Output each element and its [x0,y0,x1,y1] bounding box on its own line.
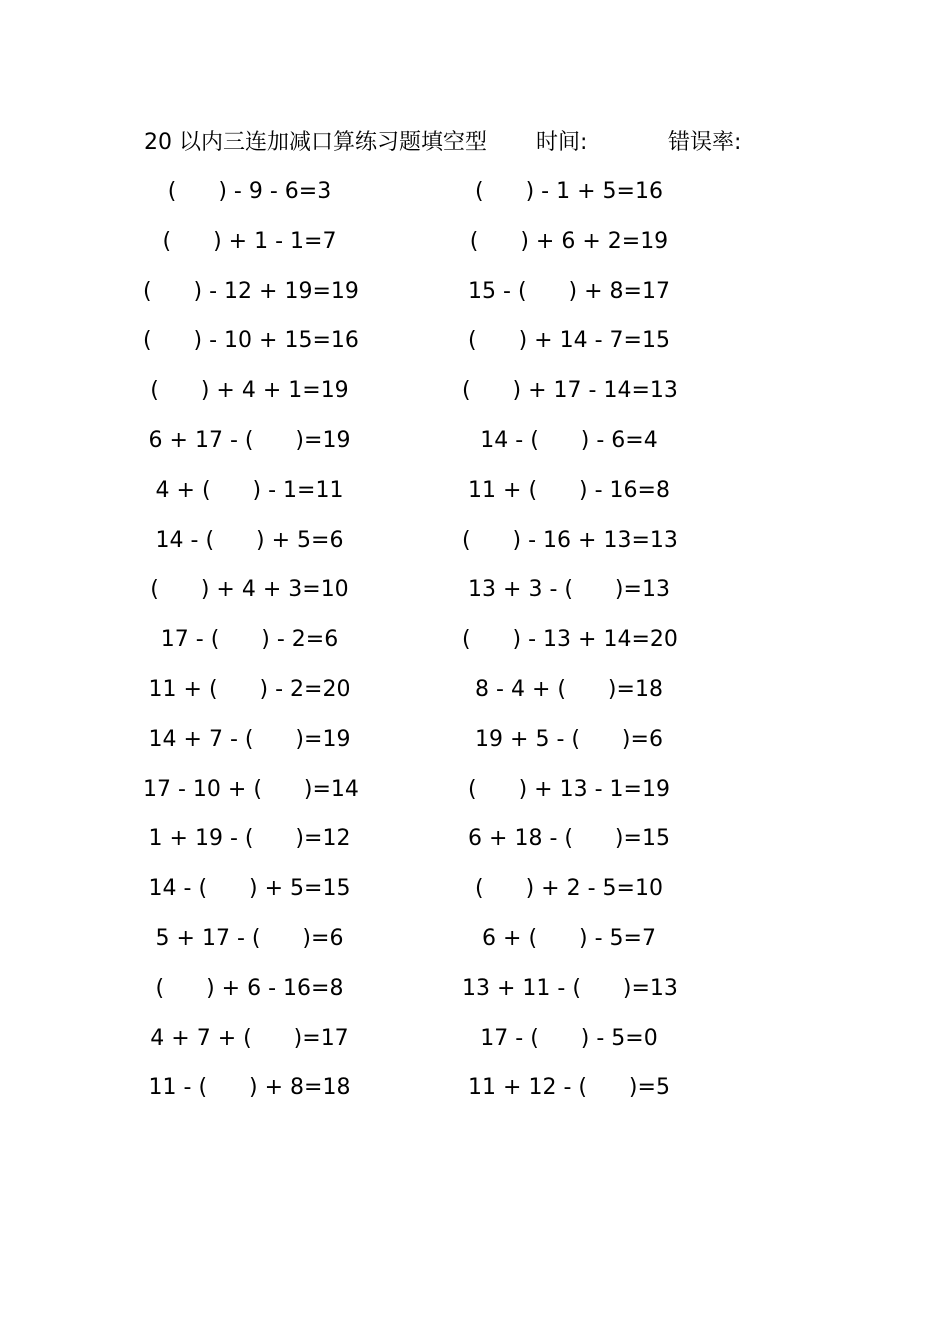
problem-left: ( ) + 6 - 16=8 [155,975,344,1001]
problem-right: ( ) - 13 + 14=20 [462,627,678,653]
problem-left: ( ) + 4 + 3=10 [150,577,349,603]
problem-right: ( ) + 14 - 7=15 [468,328,670,354]
problem-list [0,176,950,1122]
problem-left: ( ) + 4 + 1=19 [150,378,349,404]
problem-right: 13 + 11 - ( )=13 [462,975,678,1001]
problem-row [0,1072,950,1122]
problem-row [0,475,950,525]
problem-right: 17 - ( ) - 5=0 [480,1025,658,1051]
worksheet-header [144,126,784,160]
problem-left: 14 - ( ) + 5=6 [155,527,344,553]
problem-row [0,375,950,425]
problem-row [0,1023,950,1073]
problem-row [0,873,950,923]
problem-right: 6 + ( ) - 5=7 [482,925,656,951]
problem-left: 17 - ( ) - 2=6 [160,627,339,653]
problem-row [0,525,950,575]
problem-left: 17 - 10 + ( )=14 [143,776,359,802]
problem-left: 4 + ( ) - 1=11 [155,477,344,503]
problem-row [0,176,950,226]
problem-row [0,823,950,873]
problem-right: 6 + 18 - ( )=15 [468,826,670,852]
problem-left: 11 + ( ) - 2=20 [148,676,351,702]
worksheet-title: 20 以内三连加减口算练习题填空型 [144,130,487,155]
error-rate-label: 错误率: [668,130,742,155]
problem-row [0,226,950,276]
problem-left: 4 + 7 + ( )=17 [150,1025,349,1051]
problem-row [0,325,950,375]
problem-right: 11 + 12 - ( )=5 [468,1075,670,1101]
problem-right: ( ) + 17 - 14=13 [462,378,678,404]
problem-right: ( ) + 2 - 5=10 [475,876,663,902]
problem-row [0,674,950,724]
problem-right: 15 - ( ) + 8=17 [468,278,670,304]
problem-left: ( ) - 9 - 6=3 [167,179,332,204]
problem-left: 14 + 7 - ( )=19 [148,726,351,752]
problem-row [0,574,950,624]
time-label: 时间: [536,130,588,155]
problem-left: 5 + 17 - ( )=6 [155,925,344,951]
problem-row [0,276,950,326]
problem-right: 19 + 5 - ( )=6 [475,726,663,752]
problem-right: ( ) + 6 + 2=19 [469,228,669,254]
problem-left: ( ) - 12 + 19=19 [143,278,359,304]
problem-right: 14 - ( ) - 6=4 [480,427,658,453]
problem-right: ( ) - 16 + 13=13 [462,527,678,553]
problem-right: ( ) + 13 - 1=19 [468,776,670,802]
problem-row [0,923,950,973]
problem-right: ( ) - 1 + 5=16 [475,179,663,204]
problem-left: ( ) + 1 - 1=7 [162,228,337,254]
problem-left: 1 + 19 - ( )=12 [148,826,351,852]
problem-left: 6 + 17 - ( )=19 [148,427,351,453]
problem-right: 8 - 4 + ( )=18 [475,676,663,702]
problem-left: 11 - ( ) + 8=18 [148,1075,351,1101]
problem-row [0,624,950,674]
problem-row [0,724,950,774]
problem-left: ( ) - 10 + 15=16 [143,328,359,354]
problem-left: 14 - ( ) + 5=15 [148,876,351,902]
problem-row [0,425,950,475]
problem-row [0,774,950,824]
problem-right: 13 + 3 - ( )=13 [468,577,670,603]
problem-right: 11 + ( ) - 16=8 [468,477,670,503]
problem-row [0,973,950,1023]
